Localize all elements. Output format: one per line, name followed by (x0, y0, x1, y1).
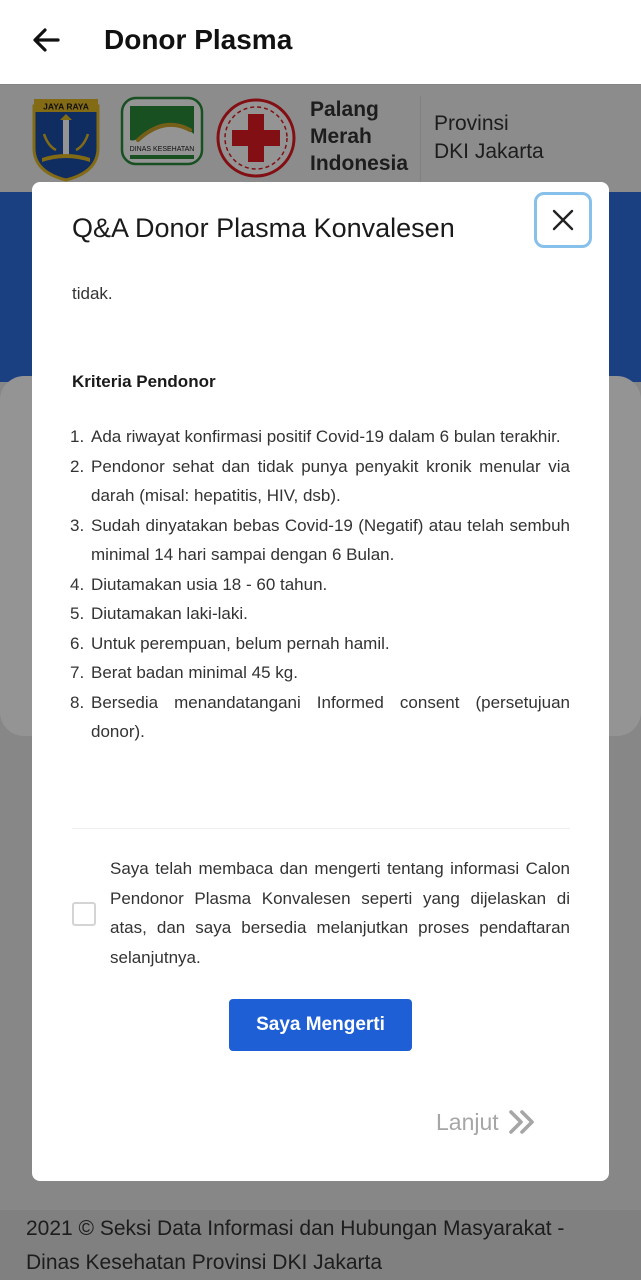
criteria-number: 2. (70, 456, 85, 476)
criteria-number: 5. (70, 604, 85, 623)
consent-text: Saya telah membaca dan mengerti tentang informasi Calon Pendonor Plasma Konvalesen seperti yang dijelaskan di atas, dan saya bersedia melanjutkan proses pendaftaran selanjutnya. (110, 859, 570, 967)
criteria-text: Untuk perempuan, belum pernah hamil. (91, 633, 390, 653)
criteria-text: Sudah dinyatakan bebas Covid-19 (Negatif) atau telah sembuh minimal 14 hari sampai dengan 6 Bulan. (91, 515, 570, 564)
cut-off-text: tidak. (72, 284, 113, 303)
criteria-list (72, 422, 570, 747)
pmi-name-line3: Indonesia (310, 152, 409, 175)
criteria-item (72, 599, 570, 629)
jaya-logo-text: JAYA RAYA (43, 101, 89, 112)
criteria-number: 4. (70, 574, 85, 594)
dinas-logo-text: DINAS KESEHATAN (129, 146, 195, 153)
footer-line1: 2021 © Seksi Data Informasi dan Hubungan Masyarakat - (26, 1217, 565, 1240)
criteria-text: Ada riwayat konfirmasi positif Covid-19 dalam 6 bulan terakhir. (91, 427, 561, 446)
back-button[interactable] (28, 22, 64, 58)
criteria-item (72, 452, 570, 511)
criteria-number: 8. (70, 692, 85, 712)
consent-checkbox[interactable] (72, 902, 96, 926)
arrow-left-icon (30, 24, 62, 56)
criteria-item (72, 688, 570, 747)
criteria-number: 1. (70, 427, 85, 446)
criteria-item (72, 629, 570, 659)
criteria-text: Pendonor sehat dan tidak punya penyakit kronik menular via darah (misal: hepatitis, HIV, dsb). (91, 456, 570, 505)
next-label: Lanjut (436, 1108, 499, 1135)
pmi-name-line1: Palang (310, 98, 379, 121)
qa-modal (32, 182, 609, 1181)
criteria-item (72, 511, 570, 570)
criteria-text: Diutamakan laki-laki. (91, 604, 248, 623)
criteria-item (72, 658, 570, 688)
next-button[interactable] (436, 1102, 537, 1142)
understand-button[interactable]: Saya Mengerti (229, 999, 412, 1051)
province-line2: DKI Jakarta (434, 140, 544, 163)
criteria-number: 6. (70, 633, 85, 653)
criteria-text: Bersedia menandatangani Informed consent (persetujuan donor). (91, 692, 570, 741)
criteria-item (72, 570, 570, 600)
content-divider (72, 828, 570, 829)
close-button[interactable] (534, 192, 592, 248)
criteria-number: 7. (70, 663, 85, 682)
section-heading: Kriteria Pendonor (72, 372, 216, 391)
app-bar (0, 0, 641, 84)
modal-title: Q&A Donor Plasma Konvalesen (72, 213, 455, 243)
footer-line2: Dinas Kesehatan Provinsi DKI Jakarta (26, 1251, 383, 1274)
double-chevron-right-icon (507, 1108, 537, 1136)
criteria-text: Berat badan minimal 45 kg. (91, 663, 298, 682)
criteria-text: Diutamakan usia 18 - 60 tahun. (91, 574, 328, 594)
page-title: Donor Plasma (104, 24, 293, 55)
criteria-item (72, 422, 570, 452)
pmi-name-line2: Merah (310, 125, 372, 148)
criteria-number: 3. (70, 515, 85, 535)
modal-scroll-content[interactable] (70, 284, 570, 830)
close-icon (551, 208, 575, 232)
province-line1: Provinsi (434, 112, 509, 135)
